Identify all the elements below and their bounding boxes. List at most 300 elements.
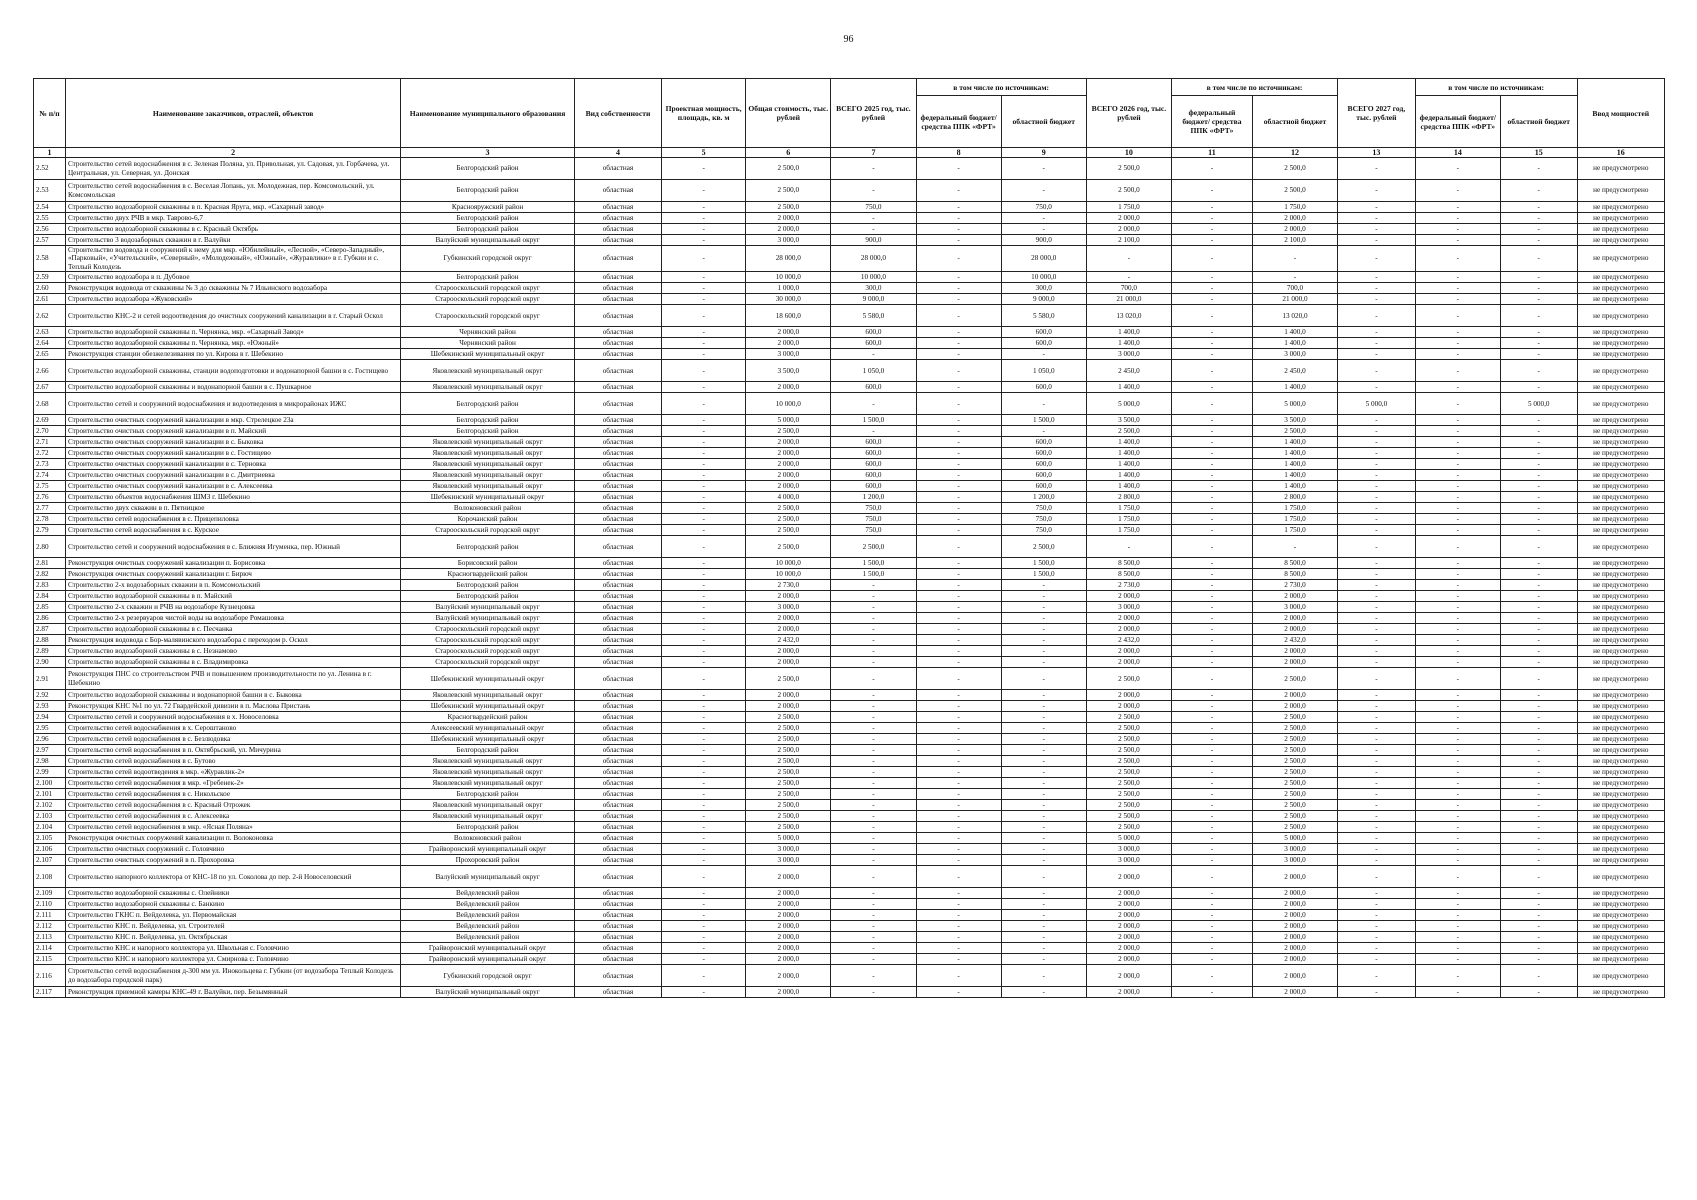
cell-capacity: - (662, 180, 746, 202)
cell-object-name: Строительство очистных сооружений канализации в с. Дмитриевка (65, 470, 400, 481)
cell-total-2025: - (831, 393, 916, 415)
cell-federal-2027: - (1415, 646, 1500, 657)
cell-object-name: Строительство сетей водоснабжения в п. Октябрьский, ул. Мичурина (65, 745, 400, 756)
table-row (34, 580, 1665, 591)
cell-row-number: 2.85 (34, 602, 66, 613)
cell-ownership: областная (574, 866, 661, 888)
cell-row-number: 2.52 (34, 158, 66, 180)
table-row (34, 158, 1665, 180)
cell-total-cost: 2 000,0 (746, 987, 831, 998)
table-row (34, 305, 1665, 327)
cell-ownership: областная (574, 213, 661, 224)
cell-object-name: Строительство сетей водоснабжения в с. Курское (65, 525, 400, 536)
cell-federal-2026: - (1171, 514, 1252, 525)
cell-total-2025: - (831, 646, 916, 657)
cell-regional-2027: - (1500, 327, 1577, 338)
cell-federal-2026: - (1171, 235, 1252, 246)
cell-object-name: Строительство очистных сооружений канализации в с. Гостищево (65, 448, 400, 459)
cell-total-cost: 2 500,0 (746, 202, 831, 213)
cell-ownership: областная (574, 393, 661, 415)
cell-commissioning: не предусмотрено (1577, 888, 1664, 899)
table-row (34, 954, 1665, 965)
cell-federal-2025: - (916, 800, 1001, 811)
cell-federal-2026: - (1171, 668, 1252, 690)
cell-total-cost: 3 000,0 (746, 349, 831, 360)
cell-total-2027: - (1338, 723, 1416, 734)
cell-object-name: Строительство водозаборной скважины в с. Песчанка (65, 624, 400, 635)
cell-total-2025: - (831, 954, 916, 965)
cell-total-2025: - (831, 657, 916, 668)
cell-ownership: областная (574, 921, 661, 932)
cell-federal-2025: - (916, 180, 1001, 202)
cell-total-2026: 2 000,0 (1086, 624, 1171, 635)
cell-regional-2026: - (1252, 536, 1337, 558)
cell-regional-2025: - (1001, 224, 1086, 235)
cell-capacity: - (662, 844, 746, 855)
cell-federal-2027: - (1415, 723, 1500, 734)
cell-total-2025: - (831, 833, 916, 844)
cell-commissioning: не предусмотрено (1577, 202, 1664, 213)
table-row (34, 180, 1665, 202)
cell-municipality: Яковлевский муниципальный округ (401, 360, 575, 382)
cell-federal-2027: - (1415, 426, 1500, 437)
cell-row-number: 2.112 (34, 921, 66, 932)
cell-federal-2027: - (1415, 954, 1500, 965)
header-federal-2027: федеральный бюджет/ средства ППК «ФРТ» (1415, 96, 1500, 148)
cell-municipality: Белгородский район (401, 536, 575, 558)
cell-total-2026: 2 800,0 (1086, 492, 1171, 503)
cell-commissioning: не предусмотрено (1577, 349, 1664, 360)
cell-federal-2026: - (1171, 503, 1252, 514)
cell-commissioning: не предусмотрено (1577, 470, 1664, 481)
cell-regional-2026: 3 500,0 (1252, 415, 1337, 426)
cell-commissioning: не предусмотрено (1577, 613, 1664, 624)
table-row (34, 723, 1665, 734)
cell-capacity: - (662, 888, 746, 899)
cell-municipality: Яковлевский муниципальный округ (401, 437, 575, 448)
cell-total-2027: - (1338, 899, 1416, 910)
cell-regional-2026: 2 000,0 (1252, 646, 1337, 657)
cell-total-2026: 8 500,0 (1086, 558, 1171, 569)
table-row (34, 899, 1665, 910)
cell-commissioning: не предусмотрено (1577, 899, 1664, 910)
cell-object-name: Реконструкция КНС №1 по ул. 72 Гвардейской дивизии в п. Маслова Пристань (65, 701, 400, 712)
cell-ownership: областная (574, 613, 661, 624)
cell-regional-2025: - (1001, 613, 1086, 624)
cell-ownership: областная (574, 789, 661, 800)
cell-federal-2027: - (1415, 283, 1500, 294)
cell-total-2026: 2 000,0 (1086, 701, 1171, 712)
cell-regional-2026: 2 800,0 (1252, 492, 1337, 503)
cell-row-number: 2.75 (34, 481, 66, 492)
table-row (34, 987, 1665, 998)
cell-total-2026: 1 400,0 (1086, 382, 1171, 393)
cell-federal-2025: - (916, 481, 1001, 492)
cell-total-2026: 1 750,0 (1086, 525, 1171, 536)
cell-ownership: областная (574, 235, 661, 246)
cell-row-number: 2.107 (34, 855, 66, 866)
cell-regional-2025: - (1001, 426, 1086, 437)
cell-regional-2025: - (1001, 158, 1086, 180)
cell-total-2026: 2 450,0 (1086, 360, 1171, 382)
cell-total-2025: - (831, 943, 916, 954)
cell-regional-2025: - (1001, 734, 1086, 745)
cell-regional-2027: - (1500, 437, 1577, 448)
cell-municipality: Шебекинский муниципальный округ (401, 734, 575, 745)
cell-row-number: 2.63 (34, 327, 66, 338)
cell-federal-2025: - (916, 921, 1001, 932)
cell-total-2025: 1 500,0 (831, 569, 916, 580)
cell-regional-2026: 2 500,0 (1252, 756, 1337, 767)
cell-regional-2025: - (1001, 723, 1086, 734)
cell-capacity: - (662, 470, 746, 481)
cell-federal-2025: - (916, 272, 1001, 283)
cell-total-2027: - (1338, 811, 1416, 822)
cell-total-2025: 750,0 (831, 514, 916, 525)
cell-total-2027: - (1338, 224, 1416, 235)
cell-row-number: 2.91 (34, 668, 66, 690)
cell-row-number: 2.54 (34, 202, 66, 213)
cell-total-2027: - (1338, 712, 1416, 723)
cell-capacity: - (662, 503, 746, 514)
cell-federal-2026: - (1171, 558, 1252, 569)
cell-total-cost: 2 500,0 (746, 503, 831, 514)
cell-federal-2026: - (1171, 987, 1252, 998)
cell-ownership: областная (574, 745, 661, 756)
cell-total-2025: - (831, 213, 916, 224)
cell-regional-2025: 300,0 (1001, 283, 1086, 294)
cell-object-name: Реконструкция очистных сооружений канализации п. Борисовка (65, 558, 400, 569)
cell-regional-2025: - (1001, 580, 1086, 591)
cell-regional-2025: - (1001, 943, 1086, 954)
cell-total-2025: - (831, 712, 916, 723)
cell-regional-2027: - (1500, 426, 1577, 437)
cell-capacity: - (662, 283, 746, 294)
cell-total-2027: - (1338, 591, 1416, 602)
cell-federal-2027: - (1415, 349, 1500, 360)
cell-total-cost: 2 500,0 (746, 668, 831, 690)
cell-total-2027: - (1338, 382, 1416, 393)
cell-regional-2026: 3 000,0 (1252, 602, 1337, 613)
cell-total-2027: - (1338, 558, 1416, 569)
cell-row-number: 2.114 (34, 943, 66, 954)
cell-commissioning: не предусмотрено (1577, 866, 1664, 888)
cell-regional-2026: 2 000,0 (1252, 943, 1337, 954)
cell-municipality: Шебекинский муниципальный округ (401, 492, 575, 503)
page-number: 96 (843, 34, 854, 45)
cell-federal-2027: - (1415, 624, 1500, 635)
cell-capacity: - (662, 712, 746, 723)
cell-ownership: областная (574, 305, 661, 327)
cell-commissioning: не предусмотрено (1577, 657, 1664, 668)
cell-total-2026: 2 000,0 (1086, 888, 1171, 899)
cell-federal-2026: - (1171, 734, 1252, 745)
table-row (34, 382, 1665, 393)
cell-total-cost: 2 000,0 (746, 657, 831, 668)
cell-total-cost: 2 000,0 (746, 690, 831, 701)
cell-total-2026: 2 500,0 (1086, 800, 1171, 811)
cell-federal-2025: - (916, 338, 1001, 349)
cell-ownership: областная (574, 811, 661, 822)
cell-total-2025: - (831, 426, 916, 437)
cell-total-2026: 2 500,0 (1086, 778, 1171, 789)
cell-commissioning: не предусмотрено (1577, 426, 1664, 437)
cell-regional-2026: 2 500,0 (1252, 712, 1337, 723)
cell-federal-2025: - (916, 954, 1001, 965)
cell-total-2027: - (1338, 932, 1416, 943)
cell-federal-2026: - (1171, 767, 1252, 778)
cell-total-2026: 1 400,0 (1086, 459, 1171, 470)
cell-total-cost: 2 500,0 (746, 514, 831, 525)
cell-total-2025: 1 200,0 (831, 492, 916, 503)
cell-federal-2027: - (1415, 558, 1500, 569)
table-row (34, 602, 1665, 613)
col-number: 13 (1338, 148, 1416, 158)
cell-total-2025: - (831, 602, 916, 613)
cell-ownership: областная (574, 701, 661, 712)
table-row (34, 437, 1665, 448)
cell-municipality: Валуйский муниципальный округ (401, 235, 575, 246)
cell-federal-2026: - (1171, 305, 1252, 327)
cell-total-cost: 2 500,0 (746, 800, 831, 811)
cell-total-2026: 1 400,0 (1086, 470, 1171, 481)
cell-total-2026: 700,0 (1086, 283, 1171, 294)
cell-municipality: Белгородский район (401, 272, 575, 283)
cell-row-number: 2.72 (34, 448, 66, 459)
cell-total-2025: - (831, 349, 916, 360)
cell-total-cost: 2 500,0 (746, 536, 831, 558)
cell-regional-2025: 600,0 (1001, 448, 1086, 459)
cell-regional-2026: 2 000,0 (1252, 987, 1337, 998)
cell-federal-2027: - (1415, 855, 1500, 866)
cell-object-name: Строительство водовода и сооружений к нему для мкр. «Юбилейный», «Лесной», «Северо-Западный», «Парковый», «Учительский», «Северный», «Молодежный», «Южный», «Журавлики» в г. Губкин и с. Теплый Колодезь (65, 246, 400, 272)
cell-commissioning: не предусмотрено (1577, 778, 1664, 789)
cell-commissioning: не предусмотрено (1577, 811, 1664, 822)
cell-commissioning: не предусмотрено (1577, 481, 1664, 492)
table-row (34, 844, 1665, 855)
header-federal-2026: федеральный бюджет/ средства ППК «ФРТ» (1171, 96, 1252, 148)
cell-object-name: Строительство очистных сооружений канализации в мкр. Стрелецкое 23а (65, 415, 400, 426)
cell-regional-2026: 2 000,0 (1252, 690, 1337, 701)
cell-regional-2025: 1 200,0 (1001, 492, 1086, 503)
cell-capacity: - (662, 778, 746, 789)
cell-capacity: - (662, 690, 746, 701)
cell-total-2025: 1 500,0 (831, 558, 916, 569)
cell-federal-2027: - (1415, 910, 1500, 921)
cell-total-2025: - (831, 734, 916, 745)
cell-capacity: - (662, 646, 746, 657)
cell-row-number: 2.77 (34, 503, 66, 514)
cell-federal-2027: - (1415, 811, 1500, 822)
cell-row-number: 2.82 (34, 569, 66, 580)
cell-federal-2027: - (1415, 272, 1500, 283)
cell-federal-2026: - (1171, 756, 1252, 767)
header-federal-2025: федеральный бюджет/ средства ППК «ФРТ» (916, 96, 1001, 148)
cell-row-number: 2.97 (34, 745, 66, 756)
cell-federal-2027: - (1415, 767, 1500, 778)
cell-regional-2026: 1 400,0 (1252, 481, 1337, 492)
cell-federal-2025: - (916, 393, 1001, 415)
cell-total-2027: - (1338, 701, 1416, 712)
cell-total-2025: - (831, 822, 916, 833)
cell-federal-2027: - (1415, 866, 1500, 888)
cell-total-2026: 2 000,0 (1086, 932, 1171, 943)
table-row (34, 613, 1665, 624)
cell-total-2027: - (1338, 745, 1416, 756)
cell-commissioning: не предусмотрено (1577, 158, 1664, 180)
cell-total-2025: - (831, 932, 916, 943)
cell-ownership: областная (574, 514, 661, 525)
cell-total-2026: 2 000,0 (1086, 921, 1171, 932)
cell-capacity: - (662, 437, 746, 448)
cell-object-name: Строительство водозаборной скважины с. Олейники (65, 888, 400, 899)
cell-row-number: 2.115 (34, 954, 66, 965)
table-row (34, 213, 1665, 224)
cell-commissioning: не предусмотрено (1577, 635, 1664, 646)
cell-federal-2025: - (916, 235, 1001, 246)
cell-regional-2027: - (1500, 635, 1577, 646)
cell-regional-2026: 2 000,0 (1252, 624, 1337, 635)
cell-total-2026: 3 000,0 (1086, 349, 1171, 360)
cell-total-cost: 2 000,0 (746, 382, 831, 393)
cell-commissioning: не предусмотрено (1577, 646, 1664, 657)
table-row (34, 246, 1665, 272)
cell-object-name: Реконструкция водовода с Бор-малявинского водозабора с переходом р. Оскол (65, 635, 400, 646)
cell-capacity: - (662, 734, 746, 745)
cell-federal-2027: - (1415, 202, 1500, 213)
cell-ownership: областная (574, 987, 661, 998)
cell-municipality: Прохоровский район (401, 855, 575, 866)
cell-commissioning: не предусмотрено (1577, 668, 1664, 690)
cell-regional-2025: - (1001, 591, 1086, 602)
cell-ownership: областная (574, 360, 661, 382)
cell-regional-2026: 2 100,0 (1252, 235, 1337, 246)
cell-regional-2026: 2 000,0 (1252, 657, 1337, 668)
cell-object-name: Строительство водозаборной скважины, станции водоподготовки и водонапорной башни в с. Гостищево (65, 360, 400, 382)
cell-row-number: 2.86 (34, 613, 66, 624)
col-number: 2 (65, 148, 400, 158)
cell-federal-2026: - (1171, 536, 1252, 558)
cell-total-2025: 600,0 (831, 382, 916, 393)
cell-regional-2025: 600,0 (1001, 382, 1086, 393)
cell-capacity: - (662, 415, 746, 426)
cell-total-cost: 2 500,0 (746, 756, 831, 767)
cell-federal-2027: - (1415, 745, 1500, 756)
cell-ownership: областная (574, 910, 661, 921)
cell-row-number: 2.108 (34, 866, 66, 888)
cell-federal-2025: - (916, 459, 1001, 470)
cell-object-name: Строительство сетей и сооружений водоснабжения в х. Новоселовка (65, 712, 400, 723)
cell-regional-2026: 2 500,0 (1252, 426, 1337, 437)
col-number: 12 (1252, 148, 1337, 158)
cell-regional-2026: 1 400,0 (1252, 338, 1337, 349)
cell-regional-2027: - (1500, 213, 1577, 224)
cell-federal-2025: - (916, 833, 1001, 844)
cell-federal-2026: - (1171, 646, 1252, 657)
table-row (34, 283, 1665, 294)
cell-federal-2026: - (1171, 349, 1252, 360)
cell-total-2026: 2 000,0 (1086, 690, 1171, 701)
cell-federal-2026: - (1171, 180, 1252, 202)
table-row (34, 481, 1665, 492)
cell-municipality: Чернянский район (401, 327, 575, 338)
cell-total-cost: 5 000,0 (746, 415, 831, 426)
cell-regional-2025: - (1001, 635, 1086, 646)
cell-row-number: 2.103 (34, 811, 66, 822)
table-row (34, 668, 1665, 690)
table-row (34, 492, 1665, 503)
cell-capacity: - (662, 536, 746, 558)
cell-total-2026: 2 000,0 (1086, 224, 1171, 235)
cell-municipality: Яковлевский муниципальный округ (401, 767, 575, 778)
cell-regional-2027: - (1500, 525, 1577, 536)
cell-capacity: - (662, 591, 746, 602)
cell-total-2027: - (1338, 646, 1416, 657)
cell-row-number: 2.67 (34, 382, 66, 393)
cell-federal-2026: - (1171, 459, 1252, 470)
cell-municipality: Шебекинский муниципальный округ (401, 668, 575, 690)
cell-municipality: Губкинский городской округ (401, 246, 575, 272)
cell-municipality: Старооскольский городской округ (401, 525, 575, 536)
cell-capacity: - (662, 393, 746, 415)
col-number: 8 (916, 148, 1001, 158)
cell-total-2027: - (1338, 800, 1416, 811)
cell-federal-2026: - (1171, 360, 1252, 382)
cell-capacity: - (662, 624, 746, 635)
cell-total-2026: 5 000,0 (1086, 833, 1171, 844)
cell-row-number: 2.101 (34, 789, 66, 800)
cell-total-cost: 2 500,0 (746, 822, 831, 833)
cell-regional-2025: - (1001, 954, 1086, 965)
cell-total-2027: - (1338, 943, 1416, 954)
cell-total-2026: 5 000,0 (1086, 393, 1171, 415)
cell-ownership: областная (574, 646, 661, 657)
cell-total-2026: 2 000,0 (1086, 213, 1171, 224)
cell-commissioning: не предусмотрено (1577, 712, 1664, 723)
cell-regional-2027: - (1500, 844, 1577, 855)
cell-total-2026: 21 000,0 (1086, 294, 1171, 305)
cell-regional-2027: - (1500, 690, 1577, 701)
cell-total-2025: - (831, 723, 916, 734)
cell-total-2027: - (1338, 613, 1416, 624)
cell-municipality: Старооскольский городской округ (401, 283, 575, 294)
cell-federal-2025: - (916, 613, 1001, 624)
cell-total-2027: - (1338, 624, 1416, 635)
cell-regional-2025: 1 500,0 (1001, 558, 1086, 569)
col-number: 15 (1500, 148, 1577, 158)
cell-total-2026: 3 000,0 (1086, 844, 1171, 855)
cell-federal-2027: - (1415, 580, 1500, 591)
cell-federal-2027: - (1415, 327, 1500, 338)
cell-total-2026: 2 500,0 (1086, 158, 1171, 180)
cell-federal-2025: - (916, 888, 1001, 899)
col-number: 7 (831, 148, 916, 158)
cell-ownership: областная (574, 723, 661, 734)
col-number: 10 (1086, 148, 1171, 158)
cell-capacity: - (662, 910, 746, 921)
cell-federal-2027: - (1415, 569, 1500, 580)
table-row (34, 833, 1665, 844)
cell-federal-2025: - (916, 503, 1001, 514)
cell-capacity: - (662, 943, 746, 954)
cell-federal-2027: - (1415, 360, 1500, 382)
header-municipality: Наименование муниципального образования (401, 79, 575, 148)
cell-object-name: Строительство очистных сооружений канализации в с. Алексеевка (65, 481, 400, 492)
cell-municipality: Яковлевский муниципальный округ (401, 382, 575, 393)
cell-commissioning: не предусмотрено (1577, 965, 1664, 987)
cell-federal-2026: - (1171, 327, 1252, 338)
cell-regional-2025: 900,0 (1001, 235, 1086, 246)
